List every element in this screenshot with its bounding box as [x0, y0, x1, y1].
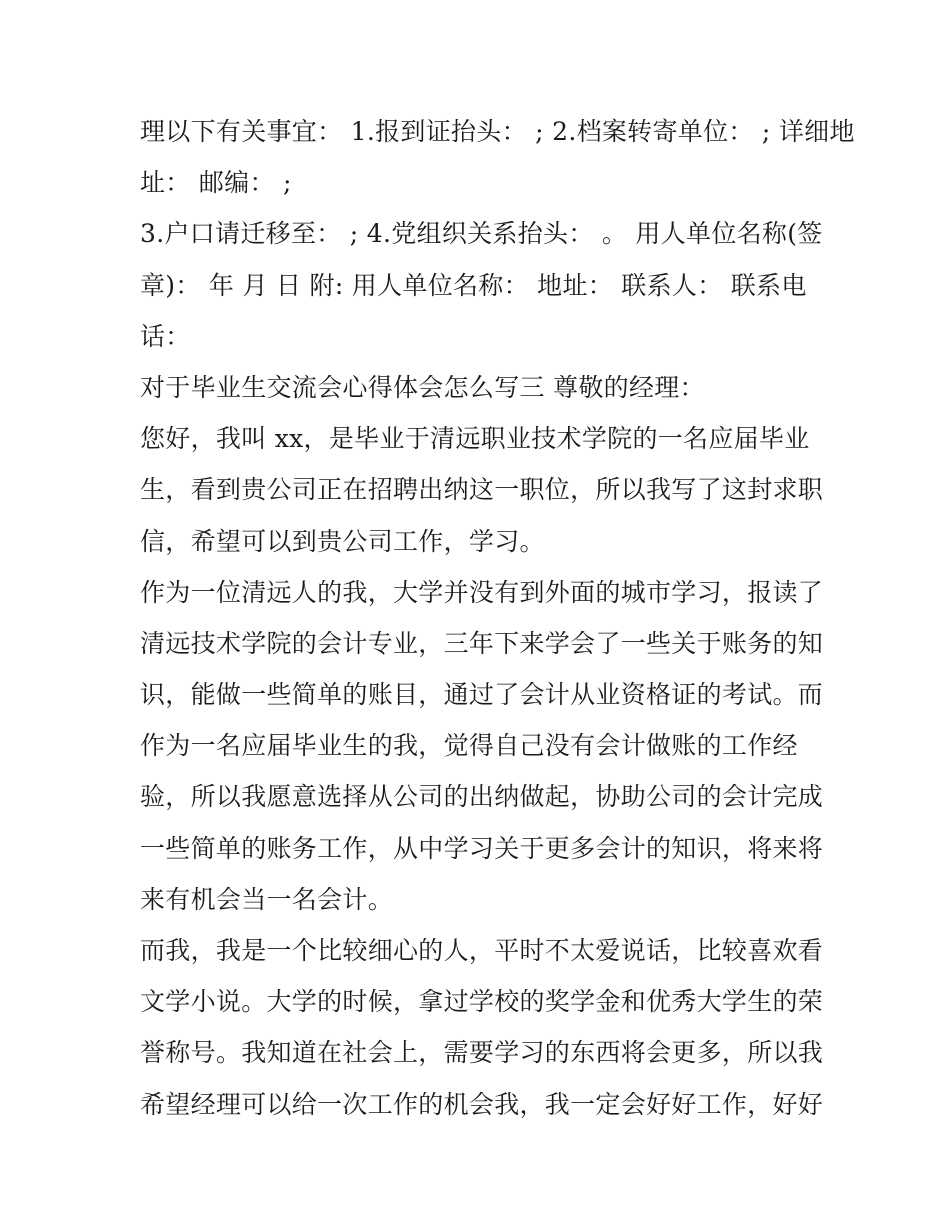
text-line: 址： 邮编： ;: [140, 168, 292, 198]
text-line: 誉称号。我知道在社会上，需要学习的东西将会更多，所以我: [140, 1038, 824, 1068]
body-text: [140, 106, 855, 1130]
text-line: 验，所以我愿意选择从公司的出纳做起，协助公司的会计完成: [140, 782, 824, 812]
text-line: 对于毕业生交流会心得体会怎么写三 尊敬的经理：: [140, 372, 705, 402]
text-line: 信，希望可以到贵公司工作，学习。: [140, 526, 545, 556]
text-line: 作为一位清远人的我，大学并没有到外面的城市学习，报读了: [140, 577, 824, 607]
text-line: 识，能做一些简单的账目，通过了会计从业资格证的考试。而: [140, 680, 824, 710]
text-line: 希望经理可以给一次工作的机会我，我一定会好好工作，好好: [140, 1089, 824, 1119]
text-line: 清远技术学院的会计专业，三年下来学会了一些关于账务的知: [140, 628, 824, 658]
text-line: 作为一名应届毕业生的我，觉得自己没有会计做账的工作经: [140, 731, 798, 761]
text-line: 您好，我叫 xx，是毕业于清远职业技术学院的一名应届毕业: [140, 424, 810, 454]
text-line: 话：: [140, 321, 191, 351]
text-line: 章)： 年 月 日 附: 用人单位名称： 地址： 联系人： 联系电: [140, 270, 807, 300]
text-line: 理以下有关事宜： 1.报到证抬头： ; 2.档案转寄单位： ; 详细地: [140, 117, 855, 146]
text-line: 来有机会当一名会计。: [140, 884, 394, 914]
text-line: 生，看到贵公司正在招聘出纳这一职位，所以我写了这封求职: [140, 475, 824, 505]
text-line: 一些简单的账务工作，从中学习关于更多会计的知识，将来将: [140, 833, 824, 863]
text-line: 3.户口请迁移至： ; 4.党组织关系抬头： 。 用人单位名称(签: [140, 219, 823, 249]
text-line: 文学小说。大学的时候，拿过学校的奖学金和优秀大学生的荣: [140, 987, 824, 1017]
text-line: 而我，我是一个比较细心的人，平时不太爱说话，比较喜欢看: [140, 936, 824, 965]
